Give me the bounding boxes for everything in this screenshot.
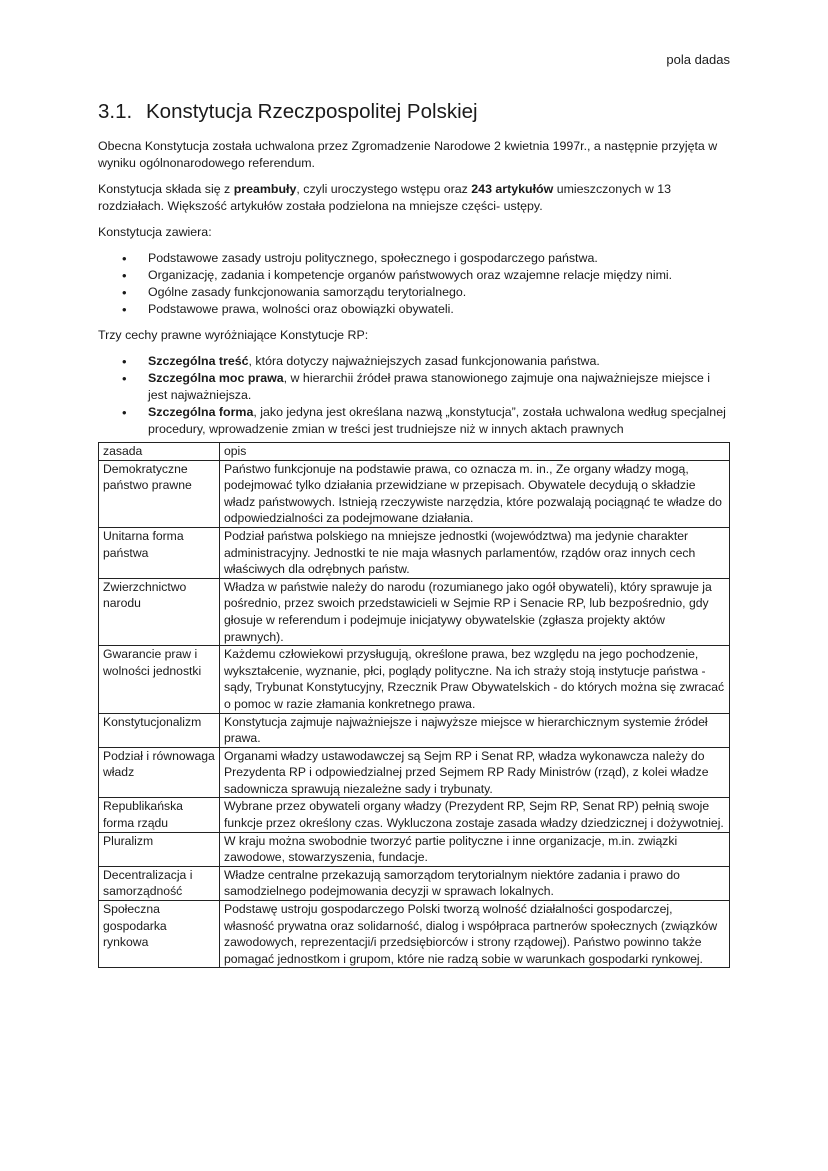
feature-term: Szczególna forma: [148, 405, 254, 419]
principle-description: Władze centralne przekazują samorządom terytorialnym niektóre zadania i prawo do samodzielnego podejmowania decyzji w sprawach lokalnych.: [220, 866, 730, 900]
feature-term: Szczególna treść: [148, 354, 249, 368]
author-header: pola dadas: [666, 52, 730, 67]
section-title: Konstytucja Rzeczpospolitej Polskiej: [146, 100, 478, 123]
principle-description: W kraju można swobodnie tworzyć partie polityczne i inne organizacje, m.in. związki zawodowe, stowarzyszenia, fundacje.: [220, 832, 730, 866]
intro-paragraph-2: [98, 181, 730, 215]
principle-name: Podział i równowaga władz: [99, 747, 220, 798]
column-header: opis: [220, 443, 730, 461]
column-header: zasada: [99, 443, 220, 461]
principle-name: Demokratyczne państwo prawne: [99, 460, 220, 527]
list-item: [98, 404, 730, 438]
bold-term-preambula: preambuły: [233, 182, 297, 196]
feature-text: , w hierarchii źródeł prawa stanowionego zajmuje ona najważniejsze miejsce i jest najważniejsza.: [148, 371, 710, 402]
principle-description: Podstawę ustroju gospodarczego Polski tworzą wolność działalności gospodarczej, własność prywatna oraz solidarność, dialog i współpraca partnerów społecznych (związków zawodowych, reprezentacji/i przedsiębiorców i strony rządowej). Państwo powinno także pomagać jednostkom i grupom, które nie radzą sobie w warunkach gospodarki rynkowej.: [220, 901, 730, 968]
text-fragment: Konstytucja składa się z: [98, 182, 234, 196]
bold-term-artykuly: 243 artykułów: [471, 182, 554, 196]
features-intro: Trzy cechy prawne wyróżniające Konstytucje RP:: [98, 328, 369, 342]
list-item: • Podstawowe zasady ustroju politycznego, społecznego i gospodarczego państwa.: [98, 250, 730, 267]
table-row: [99, 866, 730, 900]
principle-description: Każdemu człowiekowi przysługują, określone prawa, bez względu na jego pochodzenie, wykształcenie, wyznanie, płci, poglądy polityczne. Na ich straży stoją instytucje państwa - sądy, Trybunat Konstytucyjny, Rzecznik Praw Obywatelskich - do których można się zwracać o pomoc w razie złamania konkretnego prawa.: [220, 646, 730, 713]
principle-name: Decentralizacja i samorządność: [99, 866, 220, 900]
list-item: [98, 370, 730, 404]
text-fragment: umieszczonych w 13 rozdziałach. Większość artykułów została podzielona na mniejsze części- ustępy.: [98, 182, 672, 213]
principle-description: Państwo funkcjonuje na podstawie prawa, co oznacza m. in., Ze organy władzy mogą, podejmować tylko działania przewidziane w przepisach. Obywatele decydują o składzie władz państwowych. Istnieją rzeczywiste narzędzia, które pozwalają pociągnąć te władze do odpowiedzialności za podejmowane działania.: [220, 460, 730, 527]
table-row: [99, 832, 730, 866]
list-item: • Organizację, zadania i kompetencje organów państwowych oraz wzajemne relacje między nimi.: [98, 267, 730, 284]
table-row: [99, 646, 730, 713]
intro-paragraph-1: Obecna Konstytucja została uchwalona przez Zgromadzenie Narodowe 2 kwietnia 1997r., a następnie przyjęta w wyniku ogólnonarodowego referendum.: [98, 139, 718, 170]
table-row: [99, 798, 730, 832]
principle-name: Społeczna gospodarka rynkowa: [99, 901, 220, 968]
principle-name: Unitarna forma państwa: [99, 527, 220, 578]
principle-name: Konstytucjonalizm: [99, 713, 220, 747]
feature-text: , która dotyczy najważniejszych zasad funkcjonowania państwa.: [248, 354, 600, 368]
section-content: [98, 138, 730, 968]
section-number: 3.1.: [98, 100, 133, 123]
principle-description: Władza w państwie należy do narodu (rozumianego jako ogół obywateli), który sprawuje ja pośrednio, przez swoich przedstawicieli w Sejmie RP i Senacie RP, lub bezpośrednio, gdy głosuje w referendum i podejmuje inicjatywy obywatelskie (zgłasza projekty aktów prawnych).: [220, 578, 730, 645]
principle-name: Republikańska forma rządu: [99, 798, 220, 832]
intro-paragraph-3: Konstytucja zawiera:: [98, 225, 212, 239]
principle-description: Podział państwa polskiego na mniejsze jednostki (województwa) ma jedynie charakter administracyjny. Jednostki te nie maja własnych parlamentów, rządów oraz innych cech właściwych dla odrębnych państw.: [220, 527, 730, 578]
table-row: [99, 578, 730, 645]
feature-text: , jako jedyna jest określana nazwą „konstytucja”, została uchwalona według specjalnej procedury, wprowadzenie zmian w treści jest trudniejsze niż w innych aktach prawnych: [148, 405, 726, 436]
table-row: [99, 460, 730, 527]
table-row: [99, 901, 730, 968]
principle-description: Wybrane przez obywateli organy władzy (Prezydent RP, Sejm RP, Senat RP) pełnią swoje funkcje przez określony czas. Wykluczona zostaje zasada władzy dziedzicznej i dożywotniej.: [220, 798, 730, 832]
section-heading: [98, 100, 478, 124]
contains-list: [98, 250, 730, 318]
features-list: [98, 353, 730, 438]
principle-description: Organami władzy ustawodawczej są Sejm RP i Senat RP, władza wykonawcza należy do Prezydenta RP i odpowiedzialnej przed Sejmem RP Rady Ministrów (rząd), z kolei władze sadownicza sprawują niezależne sady i trybunaty.: [220, 747, 730, 798]
list-item: • Ogólne zasady funkcjonowania samorządu terytorialnego.: [98, 284, 730, 301]
table-row: [99, 747, 730, 798]
list-item: • Podstawowe prawa, wolności oraz obowiązki obywateli.: [98, 301, 730, 318]
feature-term: Szczególna moc prawa: [148, 371, 284, 385]
principle-name: Pluralizm: [99, 832, 220, 866]
principle-description: Konstytucja zajmuje najważniejsze i najwyższe miejsce w hierarchicznym systemie źródeł prawa.: [220, 713, 730, 747]
table-header-row: [99, 443, 730, 461]
table-row: [99, 713, 730, 747]
list-item: [98, 353, 730, 370]
text-fragment: , czyli uroczystego wstępu oraz: [296, 182, 472, 196]
table-row: [99, 527, 730, 578]
principles-table: [98, 442, 730, 968]
principle-name: Zwierzchnictwo narodu: [99, 578, 220, 645]
principle-name: Gwarancie praw i wolności jednostki: [99, 646, 220, 713]
